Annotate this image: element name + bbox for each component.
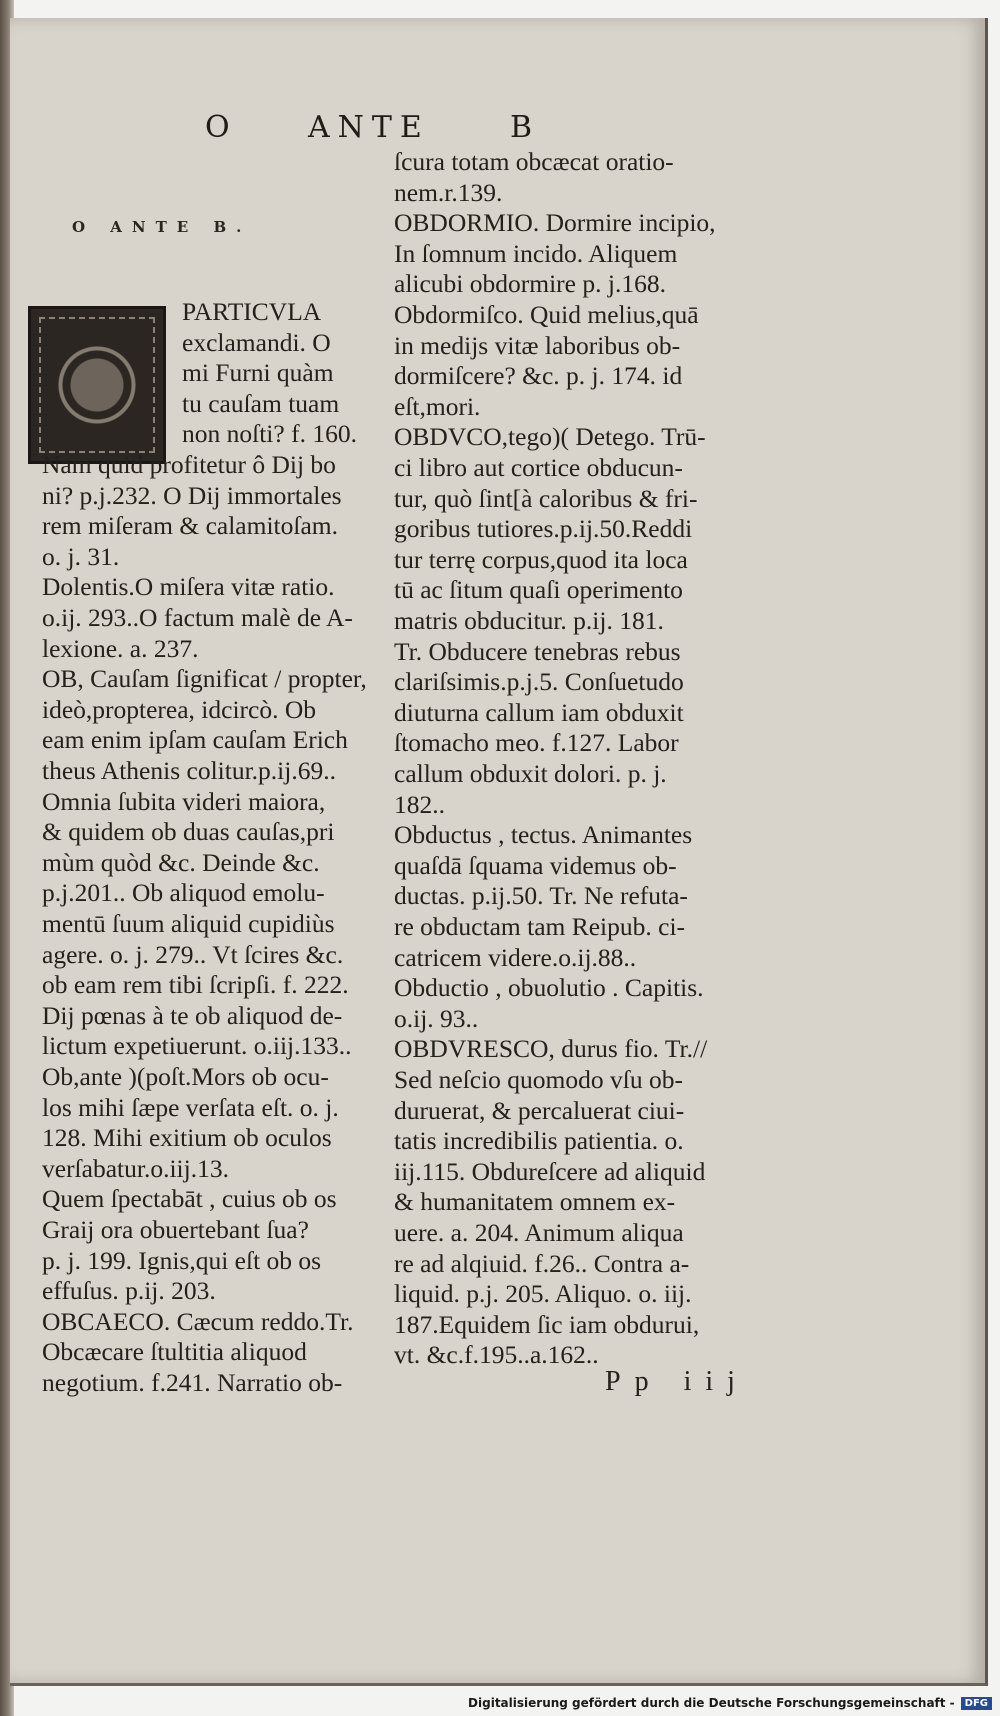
left-line: tu cauſam tuam (182, 388, 340, 418)
right-line: Obdormiſco. Quid melius,quā (394, 300, 699, 329)
right-line: dormiſcere? &c. p. j. 174. id (394, 361, 683, 391)
left-line: theus Athenis colitur.p.ij.69.. (42, 756, 336, 785)
left-line: los mihi ſæpe verſata eſt. o. j. (42, 1092, 339, 1122)
right-line: Obductio , obuolutio . Capitis. (394, 973, 704, 1003)
right-line: Sed neſcio quomodo vſu ob- (394, 1065, 683, 1094)
left-line: ideò,propterea, idcircò. Ob (42, 694, 317, 724)
right-line: tū ac ſitum quaſi operimento (394, 575, 683, 605)
right-line: Tr. Obducere tenebras rebus (394, 636, 681, 666)
book-page (10, 18, 988, 1686)
section-head: O ANTE B. (72, 218, 252, 236)
left-line: ob eam rem tibi ſcripſi. f. 222. (42, 970, 349, 1000)
left-line: lexione. a. 237. (42, 633, 199, 663)
left-line: Omnia ſubita videri maiora, (42, 786, 326, 816)
left-line: mentū ſuum aliquid cupidiùs (42, 909, 335, 938)
right-line: quaſdā ſquama videmus ob- (394, 850, 677, 880)
left-line: verſabatur.o.iij.13. (42, 1153, 229, 1183)
left-line: non noſti? f. 160. (182, 419, 357, 449)
left-line: mi Furni quàm (182, 358, 334, 388)
right-line: matris obducitur. p.ij. 181. (394, 606, 664, 635)
footer (468, 1696, 992, 1710)
right-line: tur, quò ſint[à caloribus & fri- (394, 483, 698, 513)
left-line: p. j. 199. Ignis,qui eſt ob os (42, 1245, 322, 1275)
left-line: p.j.201.. Ob aliquod emolu- (42, 878, 325, 908)
right-line: tatis incredibilis patientia. o. (394, 1126, 684, 1156)
right-line: Obductus , tectus. Animantes (394, 820, 693, 850)
right-line: OBDORMIO. Dormire incipio, (394, 208, 716, 238)
right-line: OBDVRESCO, durus fio. Tr.// (394, 1034, 708, 1064)
right-line: re obductam tam Reipub. ci- (394, 912, 686, 941)
right-line: alicubi obdormire p. j.168. (394, 269, 666, 299)
right-line: eſt,mori. (394, 391, 481, 421)
left-line: o.ij. 293..O factum malè de A- (42, 603, 353, 632)
right-line: catricem videre.o.ij.88.. (394, 942, 637, 972)
left-line: negotium. f.241. Narratio ob- (42, 1368, 343, 1397)
right-line: re ad alqiuid. f.26.. Contra a- (394, 1248, 690, 1278)
running-head-b: B (510, 110, 541, 145)
right-line: clariſsimis.p.j.5. Conſuetudo (394, 667, 684, 697)
running-head-ante: ANTE (308, 110, 430, 145)
left-line: eam enim ipſam cauſam Erich (42, 725, 348, 755)
decorated-initial (28, 306, 166, 464)
left-line: ni? p.j.232. O Dij immortales (42, 480, 342, 510)
right-line: liquid. p.j. 205. Aliquo. o. iij. (394, 1279, 692, 1309)
right-line: diuturna callum iam obduxit (394, 697, 684, 727)
right-line: tur terrę corpus,quod ita loca (394, 544, 688, 574)
right-line: in medijs vitæ laboribus ob- (394, 330, 681, 360)
right-line: ſtomacho meo. f.127. Labor (394, 728, 679, 758)
right-line: o.ij. 93.. (394, 1003, 479, 1033)
left-line: Dij pœnas à te ob aliquod de- (42, 1000, 343, 1030)
left-line: exclamandi. O (182, 327, 331, 357)
right-line: uere. a. 204. Animum aliqua (394, 1218, 684, 1247)
right-line: duruerat, & percaluerat ciui- (394, 1095, 685, 1125)
left-line: Ob,ante )(poſt.Mors ob ocu- (42, 1062, 329, 1091)
left-line: Quem ſpectabāt , cuius ob os (42, 1184, 337, 1214)
right-line: 187.Equidem ſic iam obdurui, (394, 1309, 700, 1339)
right-line: ſcura totam obcæcat oratio- (394, 147, 674, 176)
left-line: OB, Cauſam ſignificat / propter, (42, 664, 367, 694)
right-line: goribus tutiores.p.ij.50.Reddi (394, 514, 693, 544)
left-line: PARTICVLA (182, 297, 322, 326)
signature-mark: Pp iij (605, 1366, 749, 1397)
right-line: callum obduxit dolori. p. j. (394, 759, 667, 788)
left-line: lictum expetiuerunt. o.iij.133.. (42, 1031, 352, 1061)
left-line: o. j. 31. (42, 541, 120, 571)
left-line: & quidem ob duas cauſas,pri (42, 817, 335, 847)
left-line: Nam quid profitetur ô Dij bo (42, 450, 336, 479)
right-line: & humanitatem omnem ex- (394, 1187, 676, 1217)
left-line: effuſus. p.ij. 203. (42, 1276, 216, 1306)
left-line: Obcæcare ſtultitia aliquod (42, 1337, 307, 1367)
left-line: 128. Mihi exitium ob oculos (42, 1123, 332, 1153)
left-line: Graij ora obuertebant ſua? (42, 1215, 309, 1244)
left-line: Dolentis.O miſera vitæ ratio. (42, 572, 335, 602)
right-line: iij.115. Obdureſcere ad aliquid (394, 1156, 706, 1186)
right-line: vt. &c.f.195..a.162.. (394, 1340, 599, 1370)
dfg-logo: DFG (961, 1697, 992, 1710)
left-line: agere. o. j. 279.. Vt ſcires &c. (42, 939, 344, 969)
right-line: OBDVCO,tego)( Detego. Trū- (394, 422, 706, 452)
right-line: 182.. (394, 789, 445, 819)
running-head-o: O (205, 110, 238, 145)
left-line: OBCAECO. Cæcum reddo.Tr. (42, 1306, 354, 1336)
footer-text: Digitalisierung gefördert durch die Deutsche Forschungsgemeinschaft - (468, 1696, 955, 1710)
right-line: nem.r.139. (394, 177, 503, 207)
right-line: ductas. p.ij.50. Tr. Ne refuta- (394, 881, 688, 911)
left-line: rem miſeram & calamitoſam. (42, 511, 338, 541)
right-line: ci libro aut cortice obducun- (394, 453, 683, 482)
left-line: mùm quòd &c. Deinde &c. (42, 847, 320, 877)
right-line: In ſomnum incido. Aliquem (394, 238, 678, 268)
